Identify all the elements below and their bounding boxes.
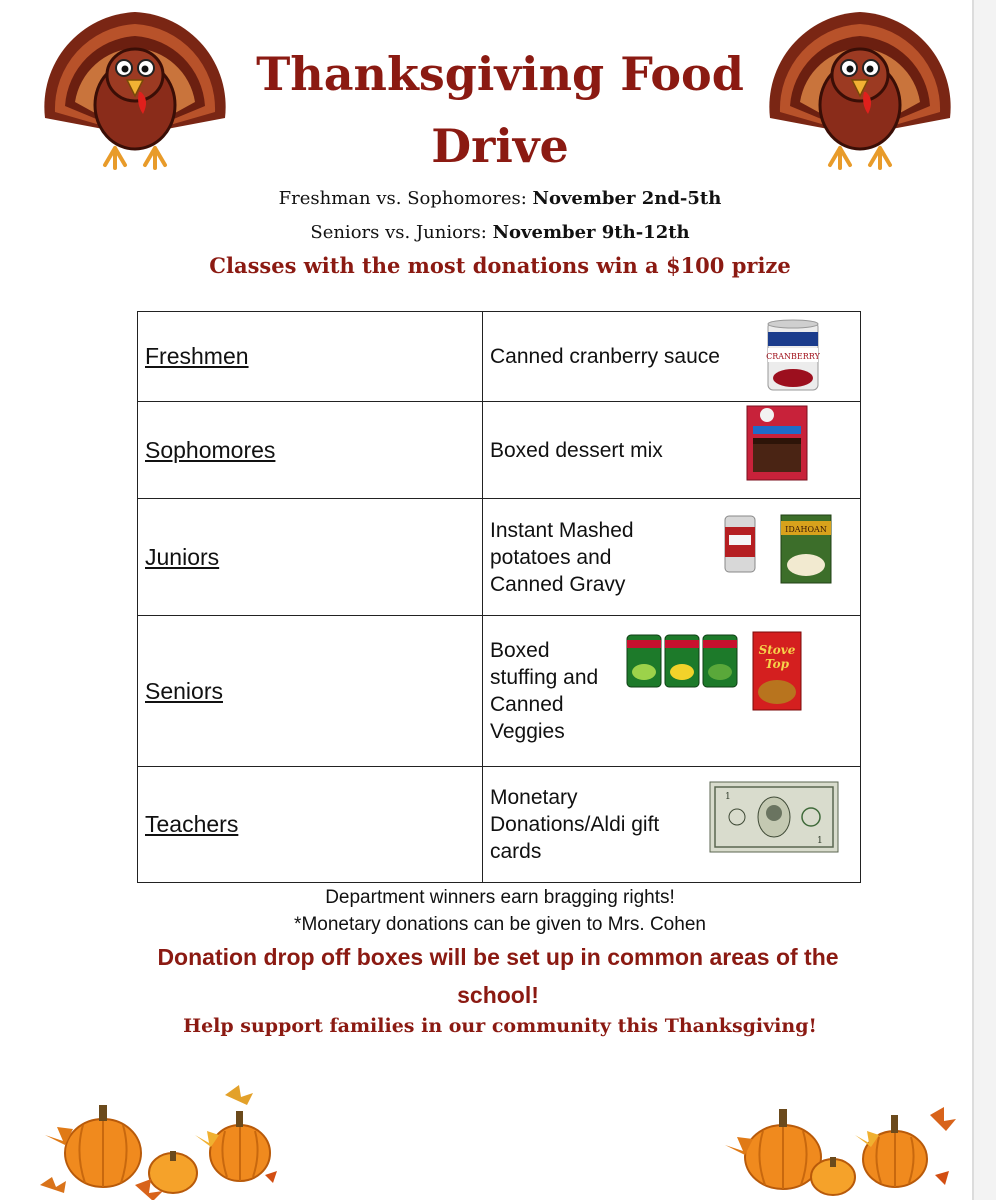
page-margin [974,0,996,1200]
svg-text:1: 1 [817,836,823,846]
item-cell [483,499,861,616]
schedule-teams: Freshman vs. Sophomores: [278,188,527,209]
dropoff-note: Donation drop off boxes will be set up in common areas of the school! [157,944,839,1008]
pumpkin-icon [35,1075,280,1200]
table-row [138,616,861,767]
class-cell [138,616,483,767]
turkey-icon [755,0,965,175]
svg-text:1: 1 [725,792,731,802]
gravy-can-icon [723,513,757,575]
class-name: Freshmen [145,343,249,369]
class-name: Teachers [145,811,239,837]
class-cell [138,402,483,499]
stuffing-box-icon [751,630,803,712]
donation-table [137,311,861,883]
table-row [138,767,861,883]
schedule-line-2 [150,222,850,243]
dollar-bill-icon [709,781,839,853]
prize-line: Classes with the most donations win a $100 prize [209,253,791,278]
cake-mix-box-icon [745,404,809,482]
item-text: Instant Mashed potatoes and Canned Gravy [490,518,634,596]
page-title: Thanksgiving Food Drive [256,47,744,173]
class-cell [138,499,483,616]
turkey-icon [30,0,240,175]
item-text: Monetary Donations/Aldi gift cards [490,786,660,863]
bragging-note: Department winners earn bragging rights! [325,887,675,908]
potato-box-icon [779,513,833,585]
item-text: Boxed dessert mix [490,438,663,462]
help-note: Help support families in our community this Thanksgiving! [183,1015,817,1037]
schedule-dates: November 2nd-5th [532,188,722,209]
page-edge [972,0,974,1200]
monetary-note: *Monetary donations can be given to Mrs. Cohen [294,914,706,935]
svg-text:Stove: Stove [758,643,796,657]
class-name: Juniors [145,543,220,570]
schedule-dates: November 9th-12th [492,222,690,243]
cranberry-can-icon [765,318,821,394]
svg-text:IDAHOAN: IDAHOAN [785,525,827,534]
item-text: Canned cranberry sauce [490,345,720,368]
veggie-cans-icon [625,632,739,690]
item-cell [483,616,861,767]
svg-text:CRANBERRY: CRANBERRY [766,352,820,361]
class-name: Seniors [145,677,223,704]
item-cell [483,312,861,402]
schedule-line-1 [150,188,850,209]
class-name: Sophomores [145,436,276,463]
item-text: Boxed stuffing and Canned Veggies [490,639,599,743]
svg-text:Top: Top [765,657,789,671]
item-cell [483,402,861,499]
item-cell [483,767,861,883]
schedule-teams: Seniors vs. Juniors: [310,222,487,243]
table-row [138,312,861,402]
table-row [138,499,861,616]
table-row [138,402,861,499]
class-cell [138,767,483,883]
pumpkin-icon [715,1075,960,1200]
class-cell [138,312,483,402]
